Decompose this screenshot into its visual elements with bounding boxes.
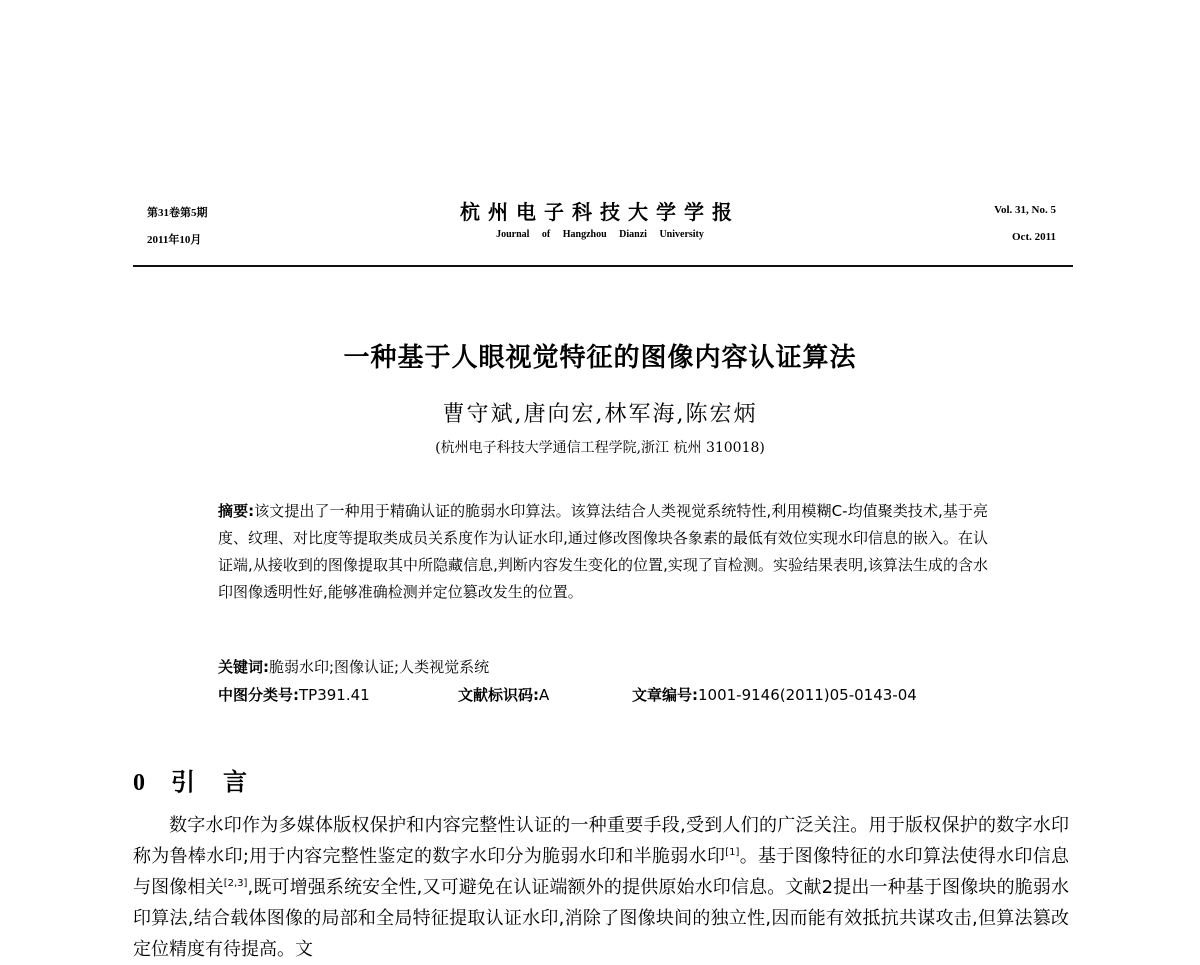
journal-title-cn: 杭州电子科技大学学报 <box>460 200 740 224</box>
article-affiliation: (杭州电子科技大学通信工程学院,浙江 杭州 310018) <box>435 440 765 456</box>
keywords <box>218 656 489 677</box>
section-title: 引言 <box>171 768 275 796</box>
para-text-3: ,既可增强系统安全性,又可避免在认证端额外的提供原始水印信息。文献2提出一种基于图像块的脆弱水印算法,结合载体图像的局部和全局特征提取认证水印,消除了图像块间的独立性,因而能有效抵抗共谋攻击,但算法篡改定位精度有待提高。文 <box>133 877 1069 960</box>
section-number: 0 <box>133 770 145 796</box>
article-authors: 曹守斌,唐向宏,林军海,陈宏炳 <box>442 402 758 427</box>
para-text-1: 数字水印作为多媒体版权保护和内容完整性认证的一种重要手段,受到人们的广泛关注。用于版权保护的数字水印称为鲁棒水印;用于内容完整性鉴定的数字水印分为脆弱水印和半脆弱水印 <box>133 815 1069 867</box>
citation-2-3[interactable]: [2,3] <box>223 878 248 889</box>
header-rule <box>133 265 1073 267</box>
clc-label: 中图分类号: <box>218 686 299 704</box>
para-text-2: 。基于图像特征的水印算法使得水印信息与图像相关 <box>133 846 1069 898</box>
citation-1[interactable]: [1] <box>725 847 740 858</box>
abstract-text: 该文提出了一种用于精确认证的脆弱水印算法。该算法结合人类视觉系统特性,利用模糊C-均值聚类技术,基于亮度、纹理、对比度等提取类成员关系度作为认证水印,通过修改图像块各象素的最低有效位实现水印信息的嵌入。在认证端,从接收到的图像提取其中所隐藏信息,判断内容发生变化的位置,实现了盲检测。实验结果表明,该算法生成的含水印图像透明性好,能够准确检测并定位篡改发生的位置。 <box>218 502 988 601</box>
section-heading-introduction <box>133 762 275 797</box>
abstract <box>218 498 988 606</box>
volume-issue-en: Vol. 31, No. 5 <box>994 204 1056 216</box>
article-title: 一种基于人眼视觉特征的图像内容认证算法 <box>343 343 857 373</box>
doc-code-value: A <box>539 686 550 704</box>
doc-code-label: 文献标识码: <box>458 686 539 704</box>
article-id <box>632 684 917 705</box>
keywords-label: 关键词: <box>218 658 269 676</box>
introduction-paragraph <box>133 810 1069 965</box>
journal-title-en: Journal of Hangzhou Dianzi University <box>496 229 704 240</box>
article-id-label: 文章编号: <box>632 686 698 704</box>
volume-issue-cn: 第31卷第5期 <box>147 207 208 219</box>
clc-number <box>218 684 370 705</box>
abstract-label: 摘要: <box>218 502 255 520</box>
article-id-value: 1001-9146(2011)05-0143-04 <box>698 686 917 704</box>
keywords-text: 脆弱水印;图像认证;人类视觉系统 <box>269 658 490 676</box>
date-cn: 2011年10月 <box>147 234 202 246</box>
document-code <box>458 684 549 705</box>
date-en: Oct. 2011 <box>1012 231 1056 243</box>
clc-value: TP391.41 <box>299 686 370 704</box>
